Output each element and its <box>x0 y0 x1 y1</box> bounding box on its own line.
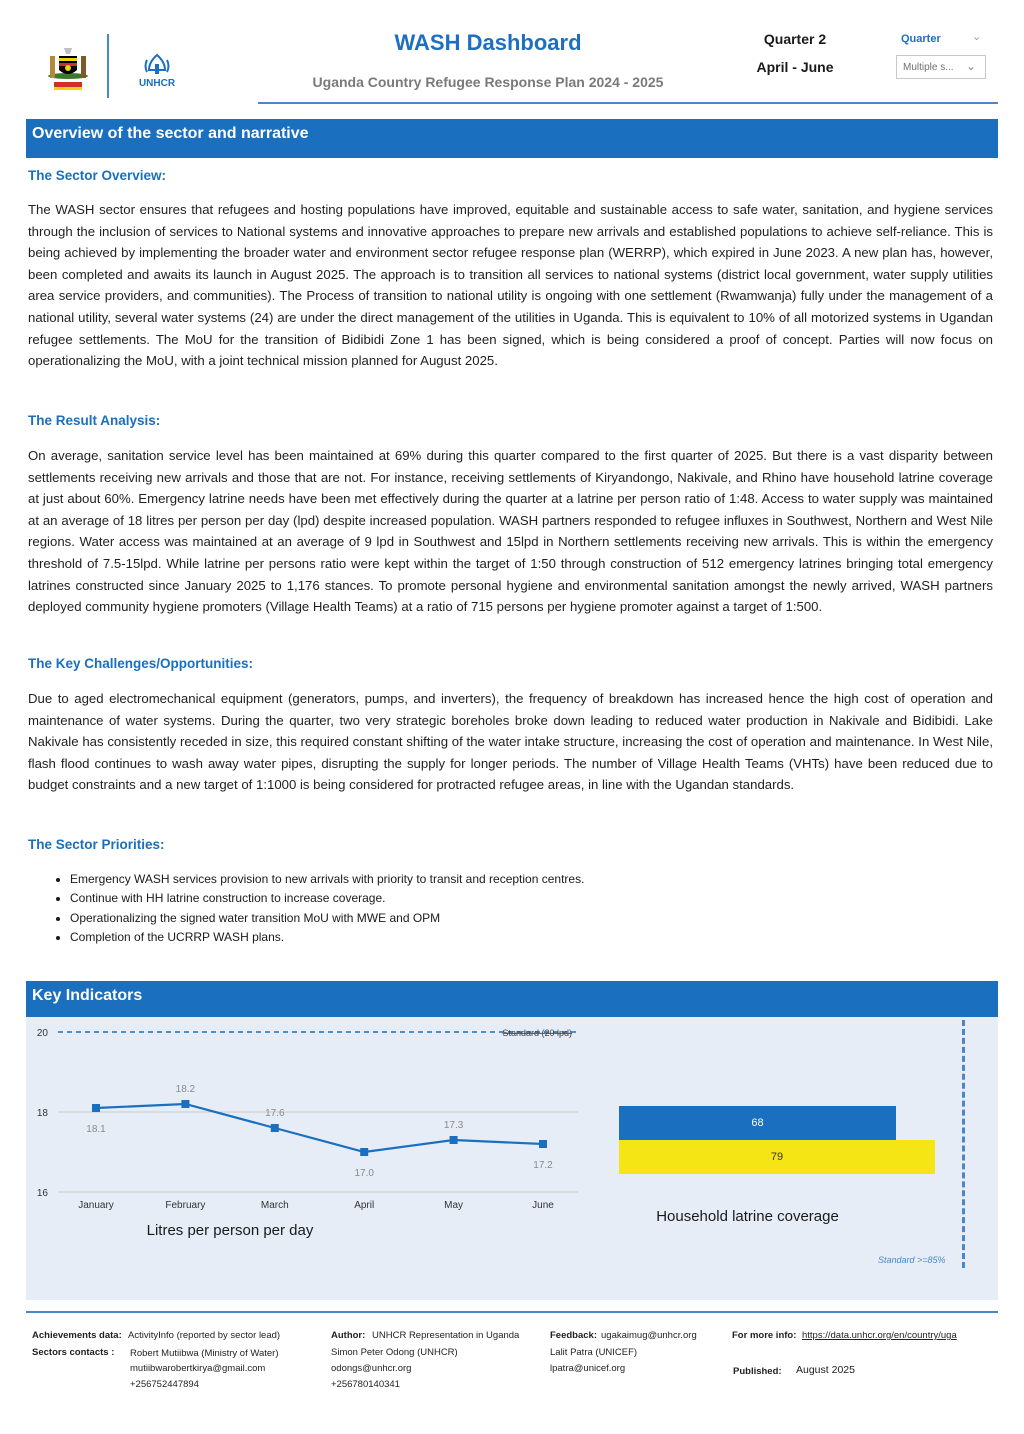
quarter-label: Quarter 2 <box>763 31 827 47</box>
page-subtitle: Uganda Country Refugee Response Plan 2024 - 2025 <box>312 74 664 90</box>
footer-achievements-label: Achievements data: <box>32 1330 122 1341</box>
lpd-line-chart <box>26 1017 586 1217</box>
footer-author-line: +256780140341 <box>331 1379 400 1390</box>
page-title: WASH Dashboard <box>394 30 582 55</box>
lpd-chart-caption: Litres per person per day <box>146 1222 314 1239</box>
footer-author-line[interactable]: odongs@unhcr.org <box>331 1363 412 1374</box>
header-rule <box>258 102 998 104</box>
bar-data-label: 79 <box>770 1151 784 1163</box>
footer-achievements-value: ActivityInfo (reported by sector lead) <box>128 1330 281 1341</box>
footer-more-info-link[interactable]: https://data.unhcr.org/en/country/uga <box>802 1330 957 1341</box>
footer-published-label: Published: <box>733 1366 782 1377</box>
footer-author-line: Simon Peter Odong (UNHCR) <box>331 1347 458 1358</box>
latrine-standard-note: Standard >=85% <box>878 1255 946 1265</box>
footer-published-value: August 2025 <box>796 1364 855 1376</box>
data-label: 17.6 <box>265 1108 285 1119</box>
series-line <box>96 1104 543 1152</box>
standard-reference-label: Standard (20 lpd) <box>502 1028 572 1038</box>
data-label: 18.1 <box>86 1124 106 1135</box>
data-label: 17.3 <box>443 1120 464 1131</box>
priority-item: • Emergency WASH services provision to new arrivals with priority to transit and reception centres. <box>70 870 584 889</box>
priority-item: • Operationalizing the signed water transition MoU with MWE and OPM <box>70 909 584 928</box>
priorities-heading: The Sector Priorities: <box>28 837 165 852</box>
footer-feedback-line: Lalit Patra (UNICEF) <box>550 1347 638 1358</box>
footer-feedback-line[interactable]: lpatra@unicef.org <box>550 1363 626 1374</box>
bar-data-label: 68 <box>751 1117 764 1129</box>
y-tick-label: 20 <box>36 1028 48 1039</box>
priority-item: • Continue with HH latrine construction to increase coverage. <box>70 889 584 908</box>
sector-overview-text: The WASH sector ensures that refugees and hosting populations have improved, equitable and sustainable access to safe water, sanitation, and hygiene services through the inclusion of services to National systems and innovative approaches to prepare new arrivals and established populations to achieve self-reliance. This is being achieved by implementing the broader water and environment sector refugee response plan (WERRP), which expired in June 2023. A new plan has, however, been completed and awaits its launch in August 2025. The approach is to transition all services to national systems (district local government, water supply utilities area service providers, and communities). The Process of transition to national utility is ongoing with one settlement (Rwamwanja) fully under the management of a national utility, several water systems (24) are under the direct management of the utilities in Uganda. This is equivalent to 10% of all motorized systems in Ugandan refugee settlements. The MoU for the transition of Bidibidi Zone 1 has been signed, which is being considered a proof of concept. Parties will now focus on operationalizing the MoU, with a joint technical mission planned for August 2025. <box>28 202 993 369</box>
priority-item: • Completion of the UCRRP WASH plans. <box>70 928 584 947</box>
data-label: 17.0 <box>354 1168 374 1179</box>
data-point <box>271 1124 279 1132</box>
footer-author-label: Author: <box>331 1330 366 1341</box>
x-tick-label: January <box>78 1200 114 1211</box>
footer-contact-line: Robert Mutiibwa (Ministry of Water) <box>130 1348 279 1359</box>
data-point <box>92 1104 100 1112</box>
overview-section-bar: Overview of the sector and narrative <box>26 119 998 158</box>
data-label: 18.2 <box>175 1084 196 1095</box>
x-tick-label: June <box>532 1200 554 1211</box>
x-tick-label: May <box>444 1200 464 1211</box>
unhcr-logo <box>136 52 178 94</box>
footer-contact-line: +256752447894 <box>130 1379 199 1390</box>
data-point <box>360 1148 368 1156</box>
footer-author-value: UNHCR Representation in Uganda <box>372 1330 520 1341</box>
data-point <box>450 1136 458 1144</box>
challenges-text: Due to aged electromechanical equipment (generators, pumps, and inverters), the frequency of breakdown has increased hence the high cost of operation and maintenance of water systems. During the quarter, two very strategic boreholes broke down leading to reduced water production in Nakivale and Bidibidi. Lake Nakivale has consistently receded in size, this required constant shifting of the water intake structure, increasing the cost of operation and maintenance. In West Nile, flash flood continues to wash away water pipes, disrupting the supply for longer periods. The number of Village Health Teams (VHTs) have been reduced due to budget constraints and a new target of 1:1000 is being considered for protracted refugee areas, in line with the Ugandan standards. <box>28 691 993 793</box>
footer-rule <box>26 1311 998 1313</box>
y-tick-label: 18 <box>36 1108 48 1119</box>
unhcr-wordmark: UNHCR <box>138 78 176 89</box>
data-point <box>181 1100 189 1108</box>
quarter-slicer-label: Quarter <box>901 33 941 45</box>
footer-contacts-label: Sectors contacts : <box>32 1347 115 1358</box>
latrine-chart-caption: Household latrine coverage <box>656 1208 839 1225</box>
x-tick-label: March <box>260 1200 289 1211</box>
challenges-heading: The Key Challenges/Opportunities: <box>28 656 254 671</box>
result-analysis-heading: The Result Analysis: <box>28 413 161 428</box>
months-label: April - June <box>756 59 834 75</box>
data-label: 17.2 <box>533 1160 553 1171</box>
result-analysis-text: On average, sanitation service level has been maintained at 69% during this quarter compared to the first quarter of 2025. But there is a vast disparity between settlements receiving new arrivals and those that are not. For instance, receiving settlements of Kiryandongo, Nakivale, and Rhino have household latrine coverage at just about 60%. Emergency latrine needs have been met effectively during the quarter at a latrine per person ratio of 1:48. Access to water supply was maintained at an average of 18 litres per person per day (lpd) despite increased population. WASH partners responded to refugee influxes in Southwest, Northern and West Nile regions. Water access was maintained at an average of 9 lpd in Southwest and 15lpd in Northern settlements receiving new arrivals. This is within the emergency threshold of 7.5-15lpd. While latrine per persons ratio were kept within the target of 1:50 through construction of 512 emergency latrines bringing total emergency latrines constructed since January 2025 to 1,176 stances. To promote personal hygiene and environmental sanitation amongst the newly arrived, WASH partners deployed community hygiene promoters (Village Health Teams) at a ratio of 715 persons per hygiene promoter against a target of 1:500. <box>28 448 993 615</box>
dropdown-arrow-icon[interactable]: ⌄ <box>966 59 977 73</box>
panel-dashed-border <box>962 1020 965 1268</box>
sector-overview-heading: The Sector Overview: <box>28 168 167 183</box>
key-indicators-section-bar: Key Indicators <box>26 981 998 1017</box>
chevron-down-icon[interactable]: ⌄ <box>972 31 982 43</box>
y-tick-label: 16 <box>36 1188 48 1199</box>
footer-feedback-label: Feedback: <box>550 1330 597 1341</box>
x-tick-label: April <box>354 1200 375 1211</box>
header-divider <box>107 34 109 98</box>
priorities-list <box>44 870 584 948</box>
footer-more-info-label: For more info: <box>732 1330 797 1341</box>
data-point <box>539 1140 547 1148</box>
quarter-slicer-value: Multiple s... <box>903 62 954 73</box>
uganda-coat-of-arms-logo <box>46 46 90 92</box>
footer-feedback-value[interactable]: ugakaimug@unhcr.org <box>601 1330 697 1341</box>
x-tick-label: February <box>165 1200 206 1211</box>
footer-contact-line[interactable]: mutiibwarobertkirya@gmail.com <box>130 1363 266 1374</box>
